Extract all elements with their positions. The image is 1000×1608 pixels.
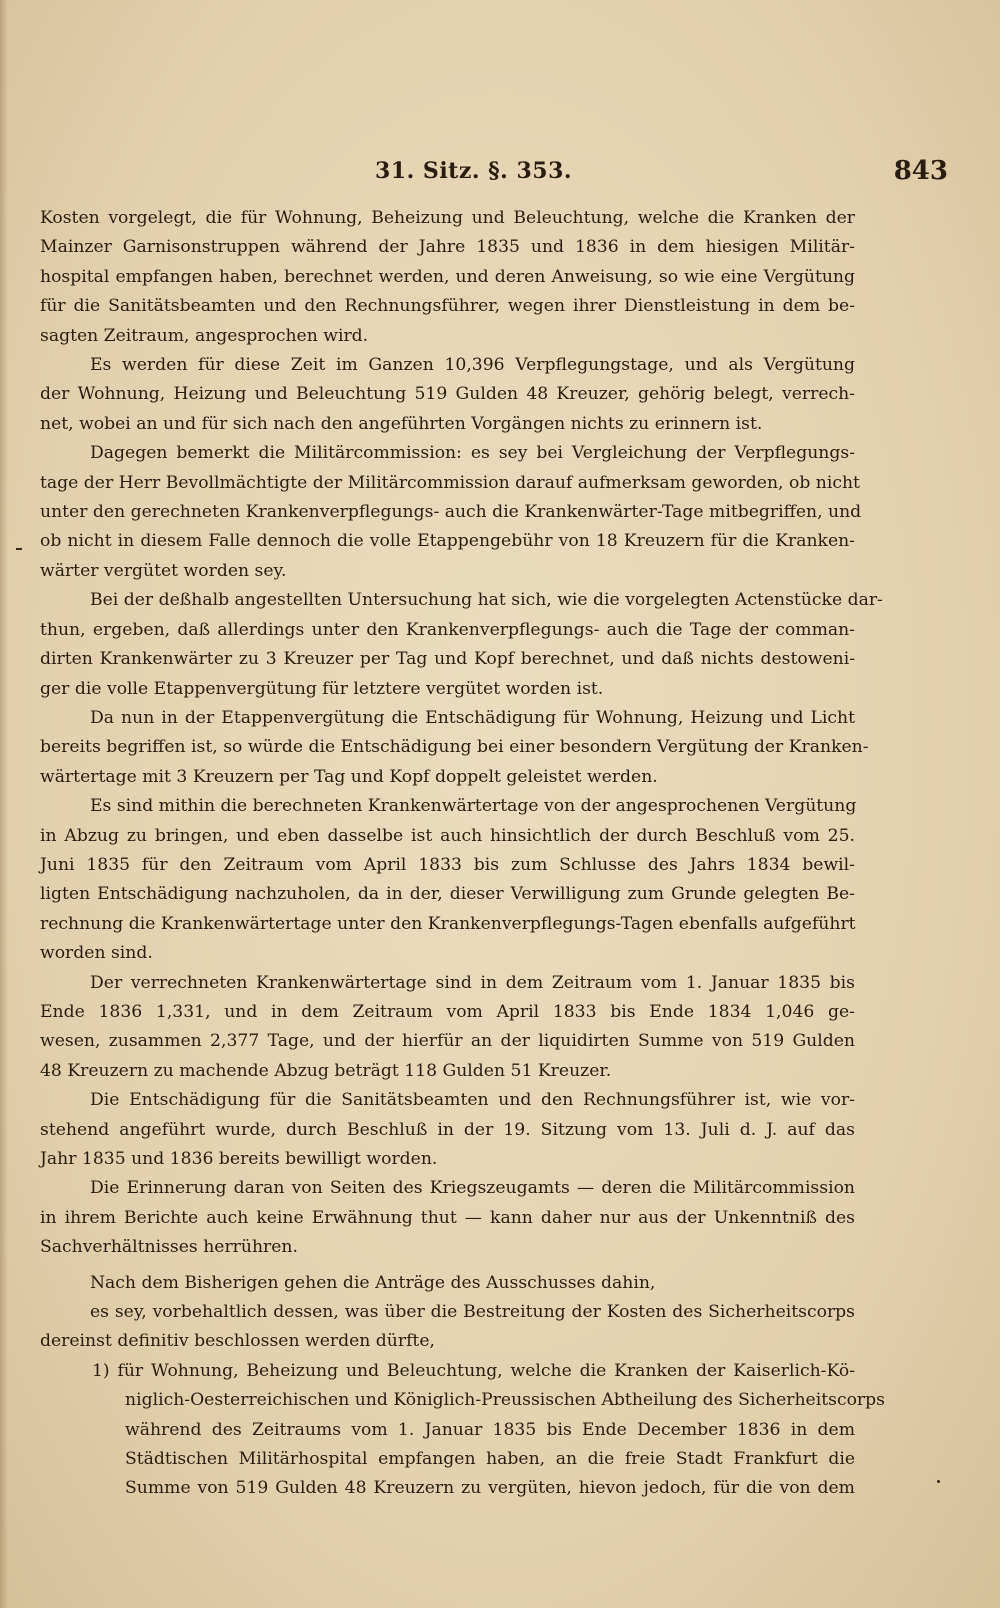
list-item-line: Städtischen Militärhospital empfangen haben, an die freie Stadt Frankfurt die bbox=[125, 1449, 855, 1470]
text-line: es sey, vorbehaltlich dessen, was über die Bestreitung der Kosten des Sicherheitscorps bbox=[90, 1302, 855, 1323]
text-line: wesen, zusammen 2,377 Tage, und der hierfür an der liquidirten Summe von 519 Gulden bbox=[40, 1031, 855, 1052]
text-line: wärtertage mit 3 Kreuzern per Tag und Kopf doppelt geleistet werden. bbox=[40, 766, 658, 787]
text-line: Bei der deßhalb angestellten Untersuchung hat sich, wie die vorgelegten Actenstücke dar- bbox=[90, 590, 883, 611]
page-number: 843 bbox=[893, 156, 948, 186]
text-line: Jahr 1835 und 1836 bereits bewilligt worden. bbox=[40, 1149, 438, 1169]
running-title: 31. Sitz. §. 353. bbox=[375, 158, 573, 184]
text-line: Die Entschädigung für die Sanitätsbeamten und den Rechnungsführer ist, wie vor- bbox=[90, 1090, 855, 1111]
text-line: für die Sanitätsbeamten und den Rechnungsführer, wegen ihrer Dienstleistung in dem be- bbox=[40, 296, 855, 317]
text-line: Sachverhältnisses herrühren. bbox=[40, 1237, 298, 1258]
text-line: in Abzug zu bringen, und eben dasselbe ist auch hinsichtlich der durch Beschluß vom 25. bbox=[40, 825, 855, 846]
text-line: hospital empfangen haben, berechnet werden, und deren Anweisung, so wie eine Vergütung bbox=[40, 266, 855, 287]
binding-shadow bbox=[0, 0, 8, 1608]
text-line: Es werden für diese Zeit im Ganzen 10,396 Verpflegungstage, und als Vergütung bbox=[90, 355, 855, 376]
text-line: sagten Zeitraum, angesprochen wird. bbox=[40, 325, 369, 346]
margin-mark bbox=[16, 548, 22, 550]
text-line: tage der Herr Bevollmächtigte der Militärcommission darauf aufmerksam geworden, ob nicht bbox=[40, 472, 860, 493]
text-line: Ende 1836 1,331, und in dem Zeitraum vom April 1833 bis Ende 1834 1,046 ge- bbox=[40, 1001, 855, 1022]
list-item-line: 1) für Wohnung, Beheizung und Beleuchtung, welche die Kranken der Kaiserlich-Kö- bbox=[92, 1360, 855, 1381]
text-line: Kosten vorgelegt, die für Wohnung, Beheizung und Beleuchtung, welche die Kranken der bbox=[40, 208, 855, 228]
text-line: Dagegen bemerkt die Militärcommission: es sey bei Vergleichung der Verpflegungs- bbox=[90, 443, 855, 464]
text-line: ger die volle Etappenvergütung für letztere vergütet worden ist. bbox=[40, 678, 604, 699]
page-header bbox=[40, 156, 948, 192]
text-line: thun, ergeben, daß allerdings unter den Krankenverpflegungs- auch die Tage der comman- bbox=[40, 619, 855, 640]
text-line: der Wohnung, Heizung und Beleuchtung 519 Gulden 48 Kreuzer, gehörig belegt, verrech- bbox=[40, 384, 855, 405]
text-line: Die Erinnerung daran von Seiten des Kriegszeugamts — deren die Militärcommission bbox=[90, 1178, 855, 1199]
text-line: wärter vergütet worden sey. bbox=[40, 560, 287, 581]
text-line: Juni 1835 für den Zeitraum vom April 1833 bis zum Schlusse des Jahrs 1834 bewil- bbox=[40, 854, 855, 875]
text-line: ob nicht in diesem Falle dennoch die volle Etappengebühr von 18 Kreuzern für die Kranken- bbox=[40, 531, 855, 552]
list-item-line: während des Zeitraums vom 1. Januar 1835 bis Ende December 1836 in dem bbox=[125, 1419, 855, 1440]
list-item-line: niglich-Oesterreichischen und Königlich-Preussischen Abtheilung des Sicherheitscorps bbox=[125, 1390, 885, 1411]
text-line: Der verrechneten Krankenwärtertage sind in dem Zeitraum vom 1. Januar 1835 bis bbox=[90, 972, 855, 993]
text-line: Nach dem Bisherigen gehen die Anträge des Ausschusses dahin, bbox=[90, 1272, 656, 1293]
body-text bbox=[40, 204, 885, 1504]
list-item-line: Summe von 519 Gulden 48 Kreuzern zu vergüten, hievon jedoch, für die von dem bbox=[125, 1478, 855, 1499]
text-line: dirten Krankenwärter zu 3 Kreuzer per Tag und Kopf berechnet, und daß nichts destoweni- bbox=[40, 649, 855, 670]
text-line: Es sind mithin die berechneten Krankenwärtertage von der angesprochenen Vergütung bbox=[90, 796, 857, 817]
text-line: worden sind. bbox=[40, 943, 153, 964]
text-line: Mainzer Garnisonstruppen während der Jahre 1835 und 1836 in dem hiesigen Militär- bbox=[40, 237, 855, 258]
text-line: unter den gerechneten Krankenverpflegungs- auch die Krankenwärter-Tage mitbegriffen, und bbox=[40, 502, 862, 523]
text-line: Da nun in der Etappenvergütung die Entschädigung für Wohnung, Heizung und Licht bbox=[90, 707, 855, 728]
text-line: 48 Kreuzern zu machende Abzug beträgt 118 Gulden 51 Kreuzer. bbox=[40, 1060, 612, 1081]
text-line: stehend angeführt wurde, durch Beschluß in der 19. Sitzung vom 13. Juli d. J. auf das bbox=[40, 1119, 855, 1140]
text-line: dereinst definitiv beschlossen werden dürfte, bbox=[40, 1331, 435, 1352]
text-line: net, wobei an und für sich nach den angeführten Vorgängen nichts zu erinnern ist. bbox=[40, 413, 763, 434]
ink-spot bbox=[937, 1480, 940, 1483]
text-line: rechnung die Krankenwärtertage unter den Krankenverpflegungs-Tagen ebenfalls aufgeführt bbox=[40, 913, 856, 934]
text-line: ligten Entschädigung nachzuholen, da in der, dieser Verwilligung zum Grunde gelegten Be- bbox=[40, 884, 855, 905]
text-line: bereits begriffen ist, so würde die Entschädigung bei einer besondern Vergütung der Kranken- bbox=[40, 737, 869, 758]
text-line: in ihrem Berichte auch keine Erwähnung thut — kann daher nur aus der Unkenntniß des bbox=[40, 1207, 855, 1228]
